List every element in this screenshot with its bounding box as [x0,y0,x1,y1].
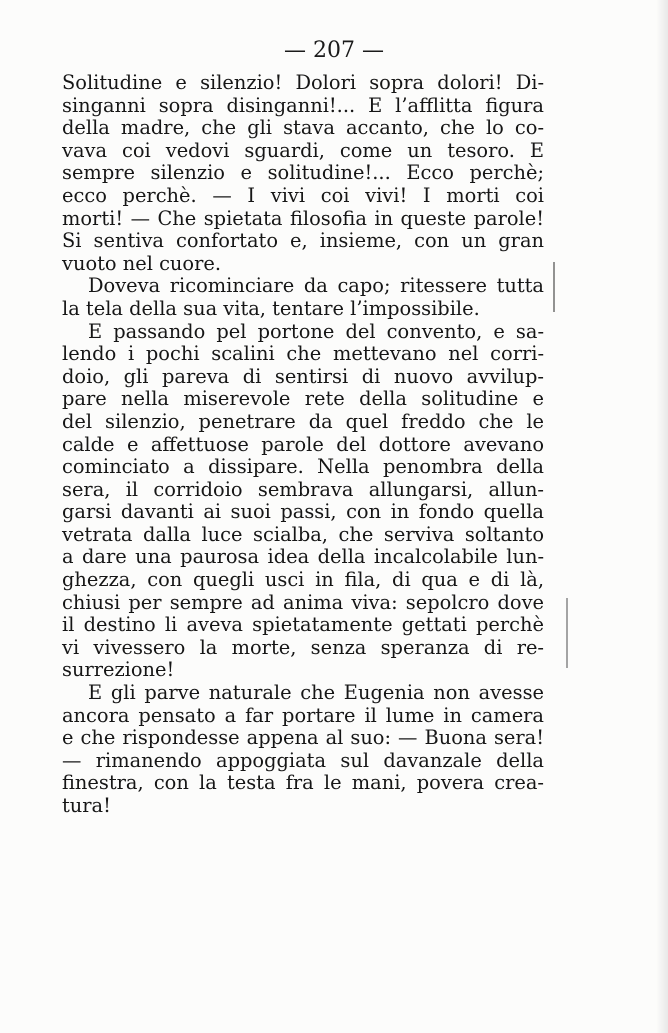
text-line: Si sentiva confortato e, insieme, con un gran [62,229,544,253]
text-line: doio, gli pareva di sentirsi di nuovo avvilup- [62,364,544,388]
paragraph [62,682,544,818]
text-line: E gli parve naturale che Eugenia non avesse [88,681,544,705]
text-line: Doveva ricominciare da capo; ritessere tutta [88,274,544,298]
page-edge-shadow [656,0,668,1033]
text-line: ecco perchè. — I vivi coi vivi! I morti coi [62,183,544,207]
text-line: la tela della sua vita, tentare l’impossibile. [62,296,480,320]
text-line: vi vivessero la morte, senza speranza di re- [62,635,544,659]
text-line: garsi davanti ai suoi passi, con in fondo quella [62,500,544,524]
text-line: sempre silenzio e solitudine!... Ecco perchè; [62,161,544,185]
text-line: surrezione! [62,658,175,682]
paragraph [62,275,544,320]
text-line: vava coi vedovi sguardi, come un tesoro. E [62,138,544,162]
text-line: vuoto nel cuore. [62,251,222,275]
text-line: e che rispondesse appena al suo: — Buona sera! [62,726,544,750]
text-line: chiusi per sempre ad anima viva: sepolcro dove [62,590,544,614]
text-line: finestra, con la testa fra le mani, povera crea- [62,771,544,795]
text-line: Solitudine e silenzio! Dolori sopra dolori! Di- [62,71,544,94]
text-line: tura! [62,794,111,817]
text-line: il destino li aveva spietatamente gettati perchè [62,613,544,637]
text-line: cominciato a dissipare. Nella penombra della [62,455,544,479]
text-line: morti! — Che spietata filosofia in queste parole! [62,206,544,230]
text-line: ghezza, con quegli usci in fila, di qua e di là, [62,568,544,592]
body-text [62,72,544,818]
page-number: — 207 — [284,38,384,63]
paragraph [62,72,544,275]
text-line: pare nella miserevole rete della solitudine e [62,387,544,411]
margin-mark [566,598,568,668]
text-line: lendo i pochi scalini che mettevano nel corri- [62,342,544,366]
text-line: sera, il corridoio sembrava allungarsi, allun- [62,477,544,501]
text-line: della madre, che gli stava accanto, che lo co- [62,116,544,140]
text-line: vetrata dalla luce scialba, che serviva soltanto [62,522,544,546]
text-line: ancora pensato a far portare il lume in camera [62,703,544,727]
text-line: singanni sopra disinganni!... E l’afflitta figura [62,93,544,117]
text-line: a dare una paurosa idea della incalcolabile lun- [62,545,544,569]
text-line: E passando pel portone del convento, e sa- [88,319,544,343]
text-line: — rimanendo appoggiata sul davanzale della [62,748,544,772]
text-line: calde e affettuose parole del dottore avevano [62,432,544,456]
paragraph [62,321,544,683]
text-line: del silenzio, penetrare da quel freddo che le [62,409,544,433]
margin-mark [553,262,555,312]
